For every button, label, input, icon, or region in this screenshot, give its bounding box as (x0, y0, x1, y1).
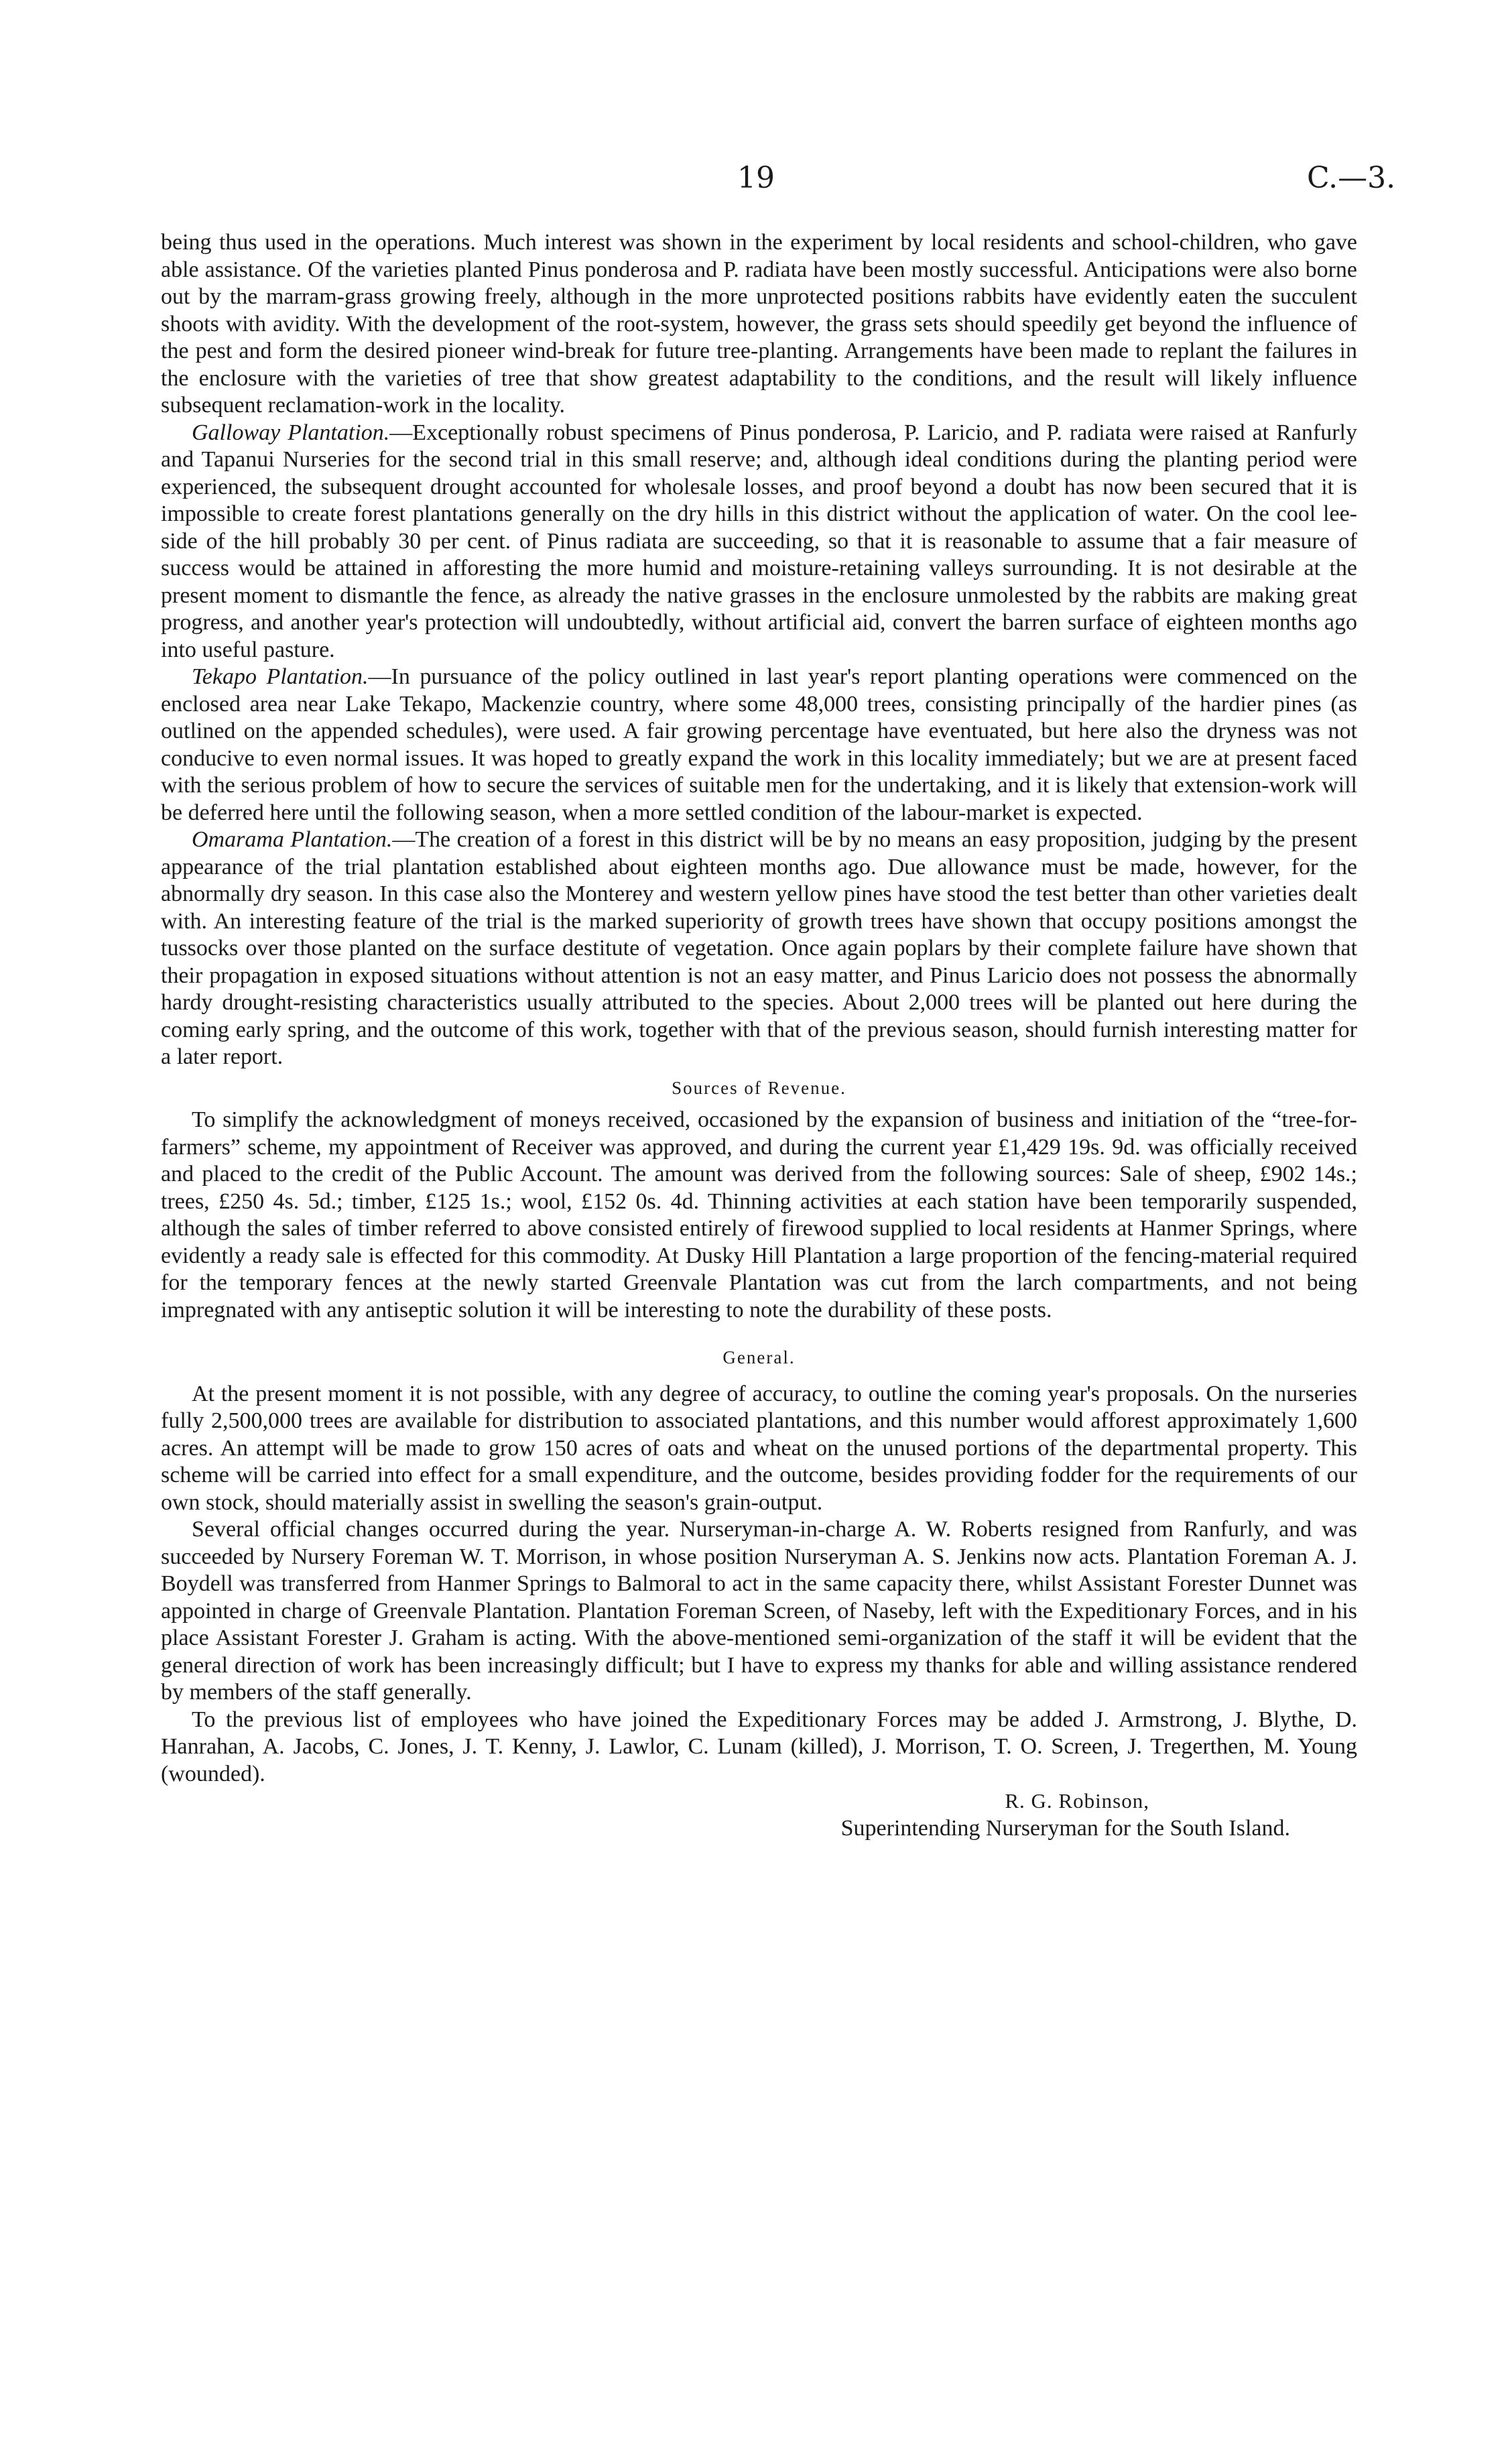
omarama-heading: Omarama Plantation. (192, 827, 393, 852)
paragraph-staff-changes: Several official changes occurred during the year. Nurseryman-in-charge A. W. Roberts resigned from Ranfurly, and was succeeded by Nursery Foreman W. T. Morrison, in whose position Nurseryman A. S. Jenkins now acts. Plantation Foreman A. J. Boydell was transferred from Hanmer Springs to Balmoral to act in the same capacity there, whilst Assistant Forester Dunnet was appointed in charge of Greenvale Plantation. Plantation Foreman Screen, of Naseby, left with the Expeditionary Forces, and in his place Assistant Forester J. Graham is acting. With the above-mentioned semi-organization of the staff it will be evident that the general direction of work has been increasingly difficult; but I have to express my thanks for able and willing assistance rendered by members of the staff generally. (161, 1517, 1357, 1705)
signature-title: Superintending Nurseryman for the South Island. (840, 1815, 1290, 1841)
paragraph-tekapo (161, 664, 1357, 826)
paragraph-expeditionary-forces: To the previous list of employees who have joined the Expeditionary Forces may be added J. Armstrong, J. Blythe, D. Hanrahan, A. Jacobs, C. Jones, J. T. Kenny, J. Lawlor, C. Lunam (killed), J. Morrison, T. O. Screen, J. Tregerthen, M. Young (wounded). (161, 1707, 1357, 1786)
paragraph-marram-grass: being thus used in the operations. Much interest was shown in the experiment by local residents and school-children, who gave able assistance. Of the varieties planted Pinus ponderosa and P. radiata have been mostly successful. Anticipations were also borne out by the marram-grass growing freely, although in the more unprotected positions rabbits have evidently eaten the succulent shoots with avidity. With the development of the root-system, however, the grass sets should speedily get beyond the influence of the pest and form the desired pioneer wind-break for future tree-planting. Arrangements have been made to replant the failures in the enclosure with the varieties of tree that show greatest adaptability to the conditions, and the result will likely influence subsequent reclamation-work in the locality. (161, 230, 1357, 418)
tekapo-heading: Tekapo Plantation. (192, 664, 369, 689)
signature-name: R. G. Robinson, (1005, 1789, 1149, 1813)
tekapo-text: —In pursuance of the policy outlined in last year's report planting operations were commenced on the enclosed area near Lake Tekapo, Mackenzie country, where some 48,000 trees, consisting principally of the hardier pines (as outlined on the appended schedules), were used. A fair growing percentage have eventuated, but here also the dryness was not conducive to even normal issues. It was hoped to greatly expand the work in this locality immediately; but we are at present faced with the serious problem of how to secure the services of suitable men for the undertaking, and it is likely that extension-work will be deferred here until the following season, when a more settled condition of the labour-market is expected. (161, 664, 1357, 825)
section-heading-revenue: Sources of Revenue. (672, 1077, 846, 1098)
galloway-text: —Exceptionally robust specimens of Pinus ponderosa, P. Laricio, and P. radiata were raised at Ranfurly and Tapanui Nurseries for the second trial in this small reserve; and, although ideal conditions during the planting period were experienced, the subsequent drought accounted for wholesale losses, and proof beyond a doubt has now been secured that it is impossible to create forest plantations generally on the dry hills in this district without the application of water. On the cool lee-side of the hill probably 30 per cent. of Pinus radiata are succeeding, so that it is reasonable to assume that a fair measure of success would be attained in afforesting the more humid and moisture-retaining valleys surrounding. It is not desirable at the present moment to dismantle the fence, as already the native grasses in the enclosure unmolested by the rabbits are making great progress, and another year's protection will undoubtedly, without artificial aid, convert the barren surface of eighteen months ago into useful pasture. (161, 420, 1357, 662)
omarama-text: —The creation of a forest in this district will be by no means an easy proposition, judging by the present appearance of the trial plantation established about eighteen months ago. Due allowance must be made, however, for the abnormally dry season. In this case also the Monterey and western yellow pines have stood the test better than other varieties dealt with. An interesting feature of the trial is the marked superiority of growth trees have shown that occupy positions amongst the tussocks over those planted on the surface destitute of vegetation. Once again poplars by their complete failure have shown that their propagation in exposed situations without attention is not an easy matter, and Pinus Laricio does not possess the abnormally hardy drought-resisting characteristics usually attributed to the species. About 2,000 trees will be planted out here during the coming early spring, and the outcome of this work, together with that of the previous season, should furnish interesting matter for a later report. (161, 827, 1357, 1069)
paragraph-omarama (161, 826, 1357, 1071)
paragraph-galloway (161, 420, 1357, 664)
paragraph-revenue: To simplify the acknowledgment of moneys received, occasioned by the expansion of business and initiation of the “tree-for-farmers” scheme, my appointment of Receiver was approved, and during the current year £1,429 19s. 9d. was officially received and placed to the credit of the Public Account. The amount was derived from the following sources: Sale of sheep, £902 14s.; trees, £250 4s. 5d.; timber, £125 1s.; wool, £152 0s. 4d. Thinning activities at each station have been temporarily suspended, although the sales of timber referred to above consisted entirely of firewood supplied to local residents at Hanmer Springs, where evidently a ready sale is effected for this commodity. At Dusky Hill Plantation a large proportion of the fencing-material required for the temporary fences at the newly started Greenvale Plantation was cut from the larch compartments, and not being impregnated with any antiseptic solution it will be interesting to note the durability of these posts. (161, 1107, 1357, 1323)
signature-block (161, 1788, 1357, 1842)
galloway-heading: Galloway Plantation. (192, 420, 390, 445)
paragraph-general-proposals: At the present moment it is not possible, with any degree of accuracy, to outline the coming year's proposals. On the nurseries fully 2,500,000 trees are available for distribution to associated plantations, and this number would afforest approximately 1,600 acres. An attempt will be made to grow 150 acres of oats and wheat on the unused portions of the departmental property. This scheme will be carried into effect for a small expenditure, and the outcome, besides providing fodder for the requirements of our own stock, should materially assist in swelling the season's grain-output. (161, 1381, 1357, 1515)
section-heading-general: General. (722, 1347, 796, 1367)
page-number: 19 (737, 161, 775, 195)
body-text (161, 229, 1357, 1842)
document-reference: C.—3. (1307, 161, 1396, 195)
